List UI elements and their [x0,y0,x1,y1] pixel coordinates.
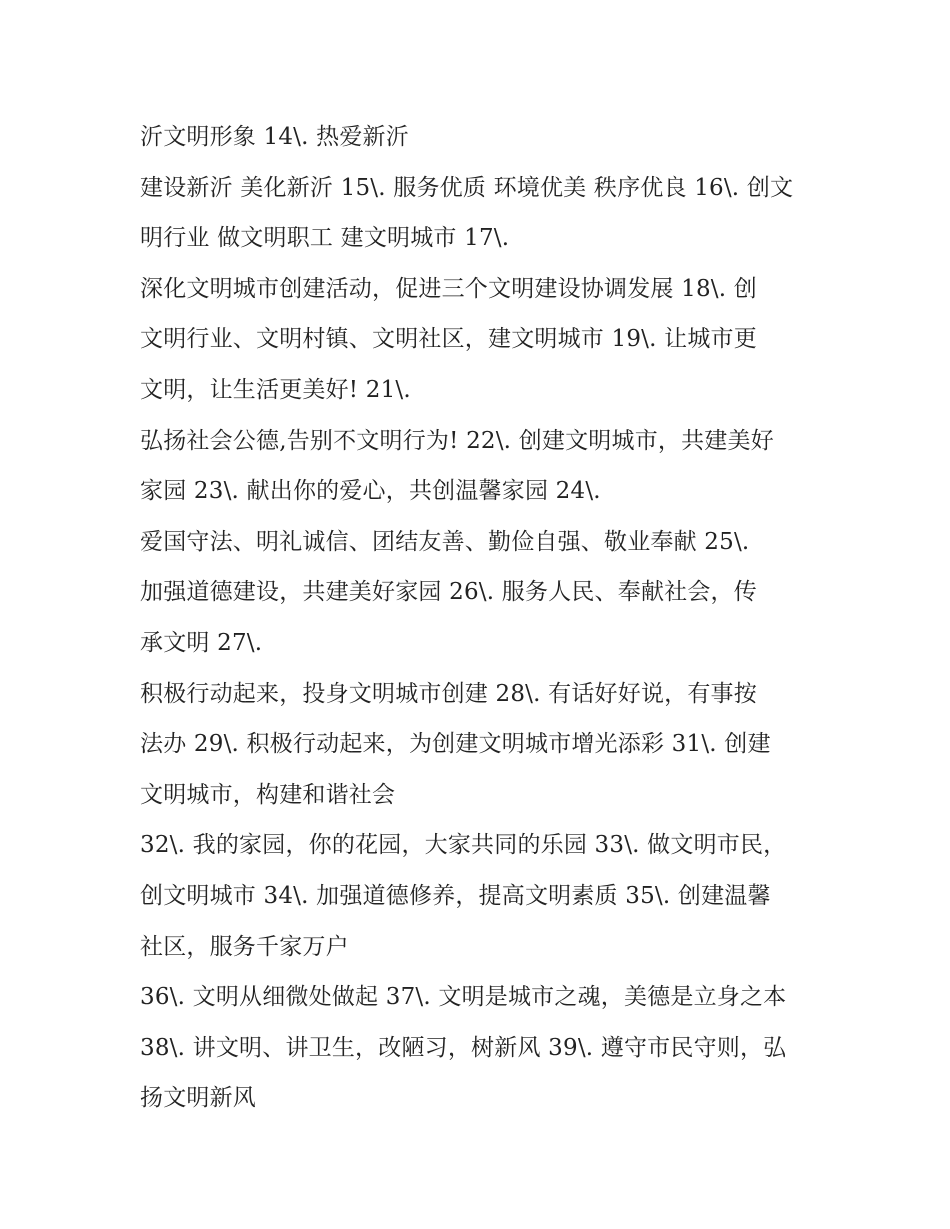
text-line: 爱国守法、明礼诚信、团结友善、勤俭自强、敬业奉献 25\. [140,528,750,555]
text-line: 弘扬社会公德,告别不文明行为! 22\. 创建文明城市，共建美好 [140,427,774,454]
paragraph-5 [140,517,830,669]
text-line: 积极行动起来，投身文明城市创建 28\. 有话好好说，有事按 [140,680,757,707]
paragraph-6 [140,669,830,821]
text-line: 加强道德建设，共建美好家园 26\. 服务人民、奉献社会，传 [140,579,757,606]
text-line: 沂文明形象 14\. 热爱新沂 [140,124,409,150]
paragraph-2 [140,163,830,264]
text-line: 文明城市，构建和谐社会 [140,781,396,808]
text-line: 36\. 文明从细微处做起 37\. 文明是城市之魂，美德是立身之本 [140,984,787,1011]
text-line: 32\. 我的家园，你的花园，大家共同的乐园 33\. 做文明市民， [140,832,787,859]
text-line: 文明行业、文明村镇、文明社区，建文明城市 19\. 让城市更 [140,326,757,353]
text-line: 建设新沂 美化新沂 15\. 服务优质 环境优美 秩序优良 16\. 创文 [140,174,794,201]
document-body [140,112,830,1124]
text-line: 明行业 做文明职工 建文明城市 17\. [140,225,510,252]
paragraph-4 [140,416,830,517]
paragraph-8 [140,972,830,1124]
text-line: 38\. 讲文明、讲卫生，改陋习，树新风 39\. 遵守市民守则，弘 [140,1034,787,1061]
paragraph-3 [140,264,830,416]
text-line: 法办 29\. 积极行动起来，为创建文明城市增光添彩 31\. 创建 [140,731,771,758]
text-line: 扬文明新风 [140,1085,256,1112]
text-line: 深化文明城市创建活动，促进三个文明建设协调发展 18\. 创 [140,275,757,302]
text-line: 承文明 27\. [140,629,263,656]
text-line: 家园 23\. 献出你的爱心，共创温馨家园 24\. [140,478,601,505]
text-line: 创文明城市 34\. 加强道德修养，提高文明素质 35\. 创建温馨 [140,882,771,909]
paragraph-7 [140,820,830,972]
text-line: 社区，服务千家万户 [140,933,349,960]
text-line: 文明，让生活更美好! 21\. [140,376,411,403]
paragraph-1 [140,112,830,163]
